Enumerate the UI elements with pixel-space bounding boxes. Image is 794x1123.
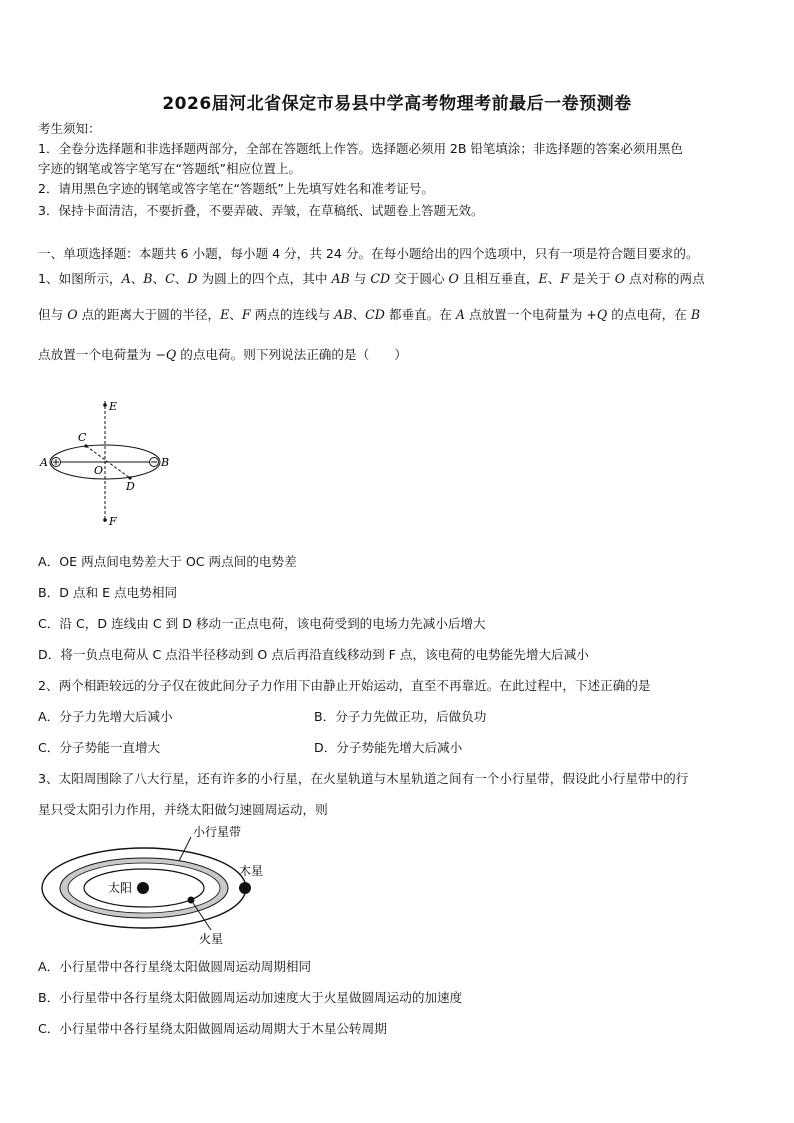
q3-option-b: B．小行星带中各行星绕太阳做圆周运动加速度大于火星做圆周运动的加速度 — [38, 990, 463, 1005]
q1-option-a: A．OE 两点间电势差大于 OC 两点间的电势差 — [38, 554, 297, 569]
label-sun: 太阳 — [108, 881, 133, 895]
label-mars: 火星 — [199, 932, 224, 946]
label-jupiter: 木星 — [239, 864, 264, 878]
section-heading: 一、单项选择题：本题共 6 小题，每小题 4 分，共 24 分。在每小题给出的四个选项中，只有一项是符合题目要求的。 — [38, 246, 699, 261]
notice-line-1: 1．全卷分选择题和非选择题两部分，全部在答题纸上作答。选择题必须用 2B 铅笔填涂；非选择题的答案必须用黑色 — [38, 141, 683, 156]
q1-option-d: D．将一负点电荷从 C 点沿半径移动到 O 点后再沿直线移动到 F 点，该电荷的电势能先增大后减小 — [38, 647, 589, 662]
q3-stem-line-2: 星只受太阳引力作用，并绕太阳做匀速圆周运动，则 — [38, 802, 328, 817]
q2-option-a: A．分子力先增大后减小 — [38, 709, 173, 724]
q2-options-row-1 — [38, 708, 760, 726]
q1-figure — [36, 395, 186, 530]
label-d: D — [126, 480, 135, 493]
q1-option-b: B．D 点和 E 点电势相同 — [38, 585, 178, 600]
q3-stem-line-1: 3、太阳周围除了八大行星，还有许多的小行星，在火星轨道与木星轨道之间有一个小行星带，假设此小行星带中的行 — [38, 771, 689, 786]
notice-line-4: 3．保持卡面清洁，不要折叠，不要弄破、弄皱，在草稿纸、试题卷上答题无效。 — [38, 203, 484, 218]
label-asteroid-belt: 小行星带 — [193, 825, 242, 839]
label-f: F — [109, 515, 117, 528]
label-a: A — [40, 456, 48, 469]
label-c: C — [78, 431, 87, 444]
q1-stem-line-3: 点放置一个电荷量为 −Q 的点电荷。则下列说法正确的是（ ） — [38, 347, 407, 362]
q2-option-c: C．分子势能一直增大 — [38, 740, 161, 755]
notice-line-3: 2．请用黑色字迹的钢笔或答字笔在“答题纸”上先填写姓名和准考证号。 — [38, 181, 434, 196]
q2-options-row-2 — [38, 739, 760, 757]
q3-option-c: C．小行星带中各行星绕太阳做圆周运动周期大于木星公转周期 — [38, 1021, 387, 1036]
label-o: O — [94, 464, 104, 477]
q1-stem-line-2: 但与 O 点的距离大于圆的半径，E、F 两点的连线与 AB、CD 都垂直。在 A 点放置一个电荷量为 +Q 的点电荷，在 B — [38, 307, 701, 322]
q1-option-c: C．沿 C，D 连线由 C 到 D 移动一正点电荷，该电荷受到的电场力先减小后增大 — [38, 616, 486, 631]
q1-stem-line-1: 1、如图所示，A、B、C、D 为圆上的四个点，其中 AB 与 CD 交于圆心 O 且相互垂直，E、F 是关于 O 点对称的两点 — [38, 271, 705, 286]
q2-stem: 2、两个相距较远的分子仅在彼此间分子力作用下由静止开始运动，直至不再靠近。在此过程中，下述正确的是 — [38, 678, 651, 693]
q3-figure — [36, 822, 296, 947]
q2-option-d: D．分子势能先增大后减小 — [314, 740, 463, 755]
notice-line-2: 字迹的钢笔或答字笔写在“答题纸”相应位置上。 — [38, 161, 301, 176]
q3-option-a: A．小行星带中各行星绕太阳做圆周运动周期相同 — [38, 959, 312, 974]
label-e: E — [109, 400, 118, 413]
q2-option-b: B．分子力先做正功，后做负功 — [314, 709, 487, 724]
page-title: 2026届河北省保定市易县中学高考物理考前最后一卷预测卷 — [162, 94, 632, 114]
notice-heading: 考生须知： — [38, 121, 101, 136]
label-b: B — [161, 456, 170, 469]
